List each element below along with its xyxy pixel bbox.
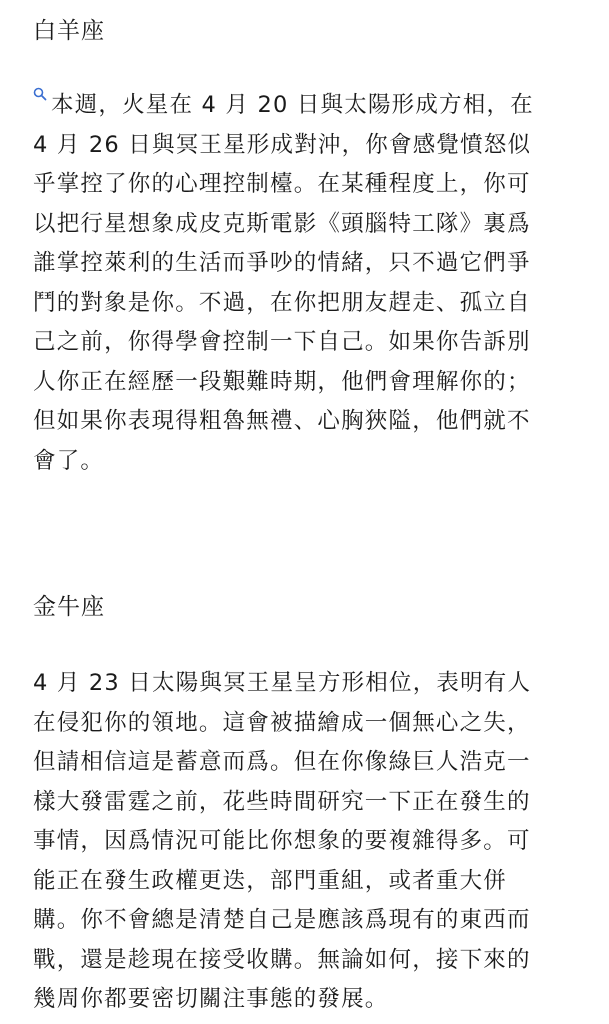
body-line: 戰，還是趁現在接受收購。無論如何，接下來的 — [33, 946, 531, 973]
body-line: 能正在發生政權更迭，部門重組，或者重大併 — [33, 867, 508, 894]
body-line: 在侵犯你的領地。這會被描繪成一個無心之失， — [33, 709, 531, 736]
body-line: 購。你不會總是清楚自己是應該爲現有的東西而 — [33, 907, 531, 933]
section-title-aries: 白羊座 — [33, 18, 105, 44]
body-line: 鬥的對象是你。不過，在你把朋友趕走、孤立自 — [33, 289, 531, 316]
body-line: 樣大發雷霆之前，花些時間研究一下正在發生的 — [33, 788, 531, 815]
body-line: 乎掌控了你的心理控制檯。在某種程度上，你可 — [33, 171, 531, 197]
body-line: 以把行星想象成皮克斯電影《頭腦特工隊》裏爲 — [33, 210, 531, 237]
body-line: 人你正在經歷一段艱難時期，他們會理解你的； — [33, 368, 531, 395]
body-line: 4 月 23 日太陽與冥王星呈方形相位，表明有人 — [33, 670, 532, 696]
body-line: 己之前，你得學會控制一下自己。如果你告訴別 — [33, 329, 531, 355]
section-body-aries — [33, 86, 583, 481]
body-line: 但如果你表現得粗魯無禮、心胸狹隘，他們就不 — [33, 408, 531, 434]
section-title-taurus: 金牛座 — [33, 594, 105, 620]
body-line: 但請相信這是蓄意而爲。但在你像綠巨人浩克一 — [33, 749, 531, 775]
body-line: 誰掌控萊利的生活而爭吵的情緒，只不過它們爭 — [33, 250, 531, 276]
body-line: 本週，火星在 4 月 20 日與太陽形成方相，在 — [51, 92, 534, 118]
body-line: 4 月 26 日與冥王星形成對沖，你會感覺憤怒似 — [33, 131, 532, 158]
section-body-taurus — [33, 664, 583, 1020]
body-line: 事情，因爲情況可能比你想象的要複雜得多。可 — [33, 828, 531, 854]
body-line: 幾周你都要密切關注事態的發展。 — [33, 986, 389, 1012]
body-line: 會了。 — [33, 447, 105, 474]
